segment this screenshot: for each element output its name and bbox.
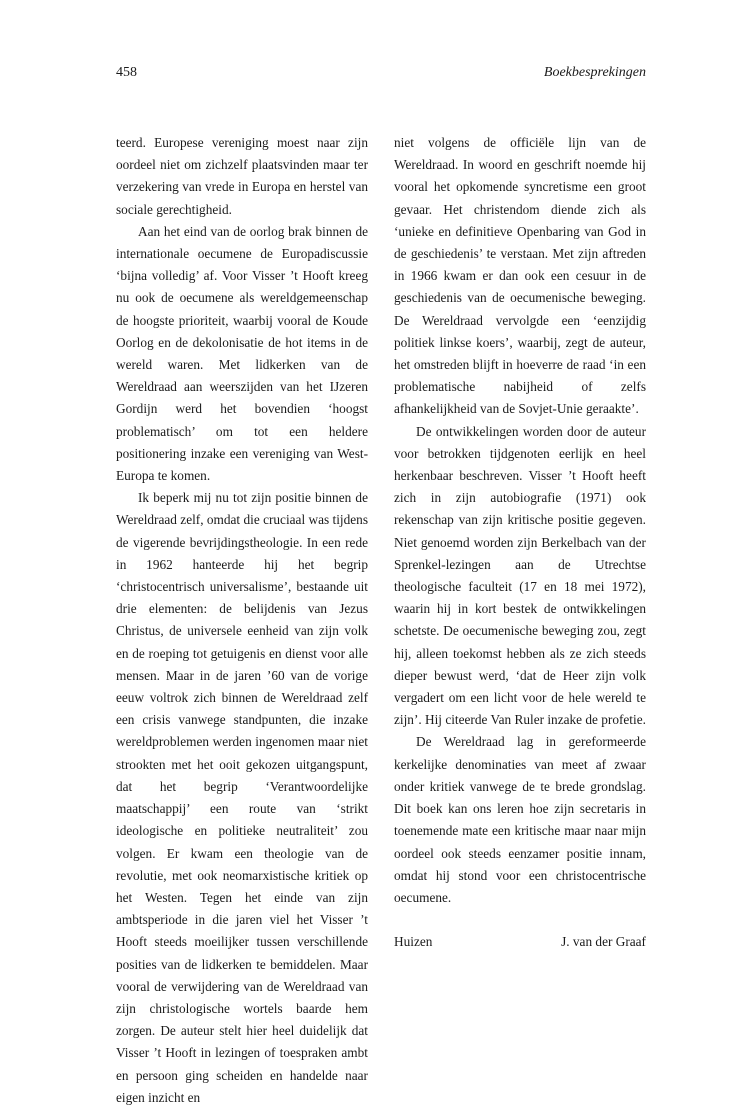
page-number: 458 [116, 65, 137, 80]
paragraph: teerd. Europese vereniging moest naar zijn oordeel niet om zichzelf plaatsvinden maar ter verzekering van vrede in Europa en herstel van sociale gerechtigheid. [116, 135, 368, 217]
paragraph: Ik beperk mij nu tot zijn positie binnen de Wereldraad zelf, omdat die cruciaal was tijdens de vigerende bevrijdingstheologie. In een rede in 1962 hanteerde hij het begrip ‘christocentrisch universalisme’, bestaande uit drie elementen: de belijdenis van Jezus Christus, de universele eenheid van zijn volk en de roeping tot getuigenis en dienst voor alle mensen. Maar in de jaren ’60 van de vorige eeuw voltrok zich binnen de Wereldraad zelf een crisis vanwege standpunten, die inzake wereldproblemen werden ingenomen maar niet strookten met het ooit gekozen uitgangspunt, dat het begrip ‘Verantwoordelijke maatschappij’ een route van ‘strikt ideologische en politieke neutraliteit’ zou volgen. Er kwam een theologie van de revolutie, met ook neomarxistische kritiek op het Westen. Tegen het einde van zijn ambtsperiode in die jaren viel het Visser ’t Hooft steeds moeilijker tussen verschillende posities van de lidkerken te bemiddelen. Maar vooral de verwijdering van de Wereldraad van zijn christologische wortels baarde hem zorgen. De auteur stelt hier heel duidelijk dat Visser ’t Hooft in lezingen of toespraken ambt en persoon ging scheiden en handelde naar eigen inzicht en [116, 490, 368, 1105]
right-column [394, 132, 646, 953]
signature-author: J. van der Graaf [561, 934, 646, 950]
paragraph: De ontwikkelingen worden door de auteur voor betrokken tijdgenoten eerlijk en heel herkenbaar beschreven. Visser ’t Hooft heeft zich in zijn autobiografie (1971) ook rekenschap van zijn kritische positie gegeven. Niet genoemd worden zijn Berkelbach van der Sprenkel-lezingen aan de Utrechtse theologische faculteit (17 en 18 mei 1972), waarin hij in kort bestek de ontwikkelingen schetste. De oecumenische beweging zou, zegt hij, alleen toekomst hebben als ze zich steeds dieper bewust werd, ‘dat de Heer zijn volk vergadert om een licht voor de hele wereld te zijn’. Hij citeerde Van Ruler inzake de profetie. [394, 423, 646, 728]
paragraph: niet volgens de officiële lijn van de Wereldraad. In woord en geschrift noemde hij vooral het opkomende syncretisme een groot gevaar. Het christendom diende zich als ‘unieke en definitieve Openbaring van God in de geschiedenis’ te verstaan. Met zijn aftreden in 1966 kwam er dan ook een cesuur in de geschiedenis van de oecumenische beweging. De Wereldraad vervolgde een ‘eenzijdig politiek linkse koers’, waarbij, zegt de auteur, het omstreden blijft in hoeverre de raad ‘in een problematische nabijheid of zelfs afhankelijkheid van de Sovjet-Unie geraakte’. [394, 135, 646, 417]
signature-place: Huizen [394, 934, 433, 950]
left-column [116, 132, 368, 1109]
review-signature [394, 931, 646, 953]
running-head: Boekbesprekingen [543, 65, 646, 80]
paragraph: De Wereldraad lag in gereformeerde kerkelijke denominaties van meet af zwaar onder kritiek vanwege de te brede grondslag. Dit boek kan ons leren hoe zijn secretaris in toenemende mate een kritische maar naar mijn oordeel ook steeds eenzamer positie innam, omdat hij stond voor een christocentrische oecumene. [394, 734, 646, 905]
paragraph: Aan het eind van de oorlog brak binnen de internationale oecumene de Europadiscussie ‘bijna volledig’ af. Voor Visser ’t Hooft kreeg nu ook de oecumene als wereldgemeenschap de hoogste prioriteit, waarbij vooral de Koude Oorlog en de dekolonisatie de hot items in de wereld waren. Met lidkerken van de Wereldraad aan weerszijden van het IJzeren Gordijn werd het bovendien ‘hoogst problematisch’ om tot een heldere positionering inzake een vereniging van West-Europa te komen. [116, 223, 368, 484]
